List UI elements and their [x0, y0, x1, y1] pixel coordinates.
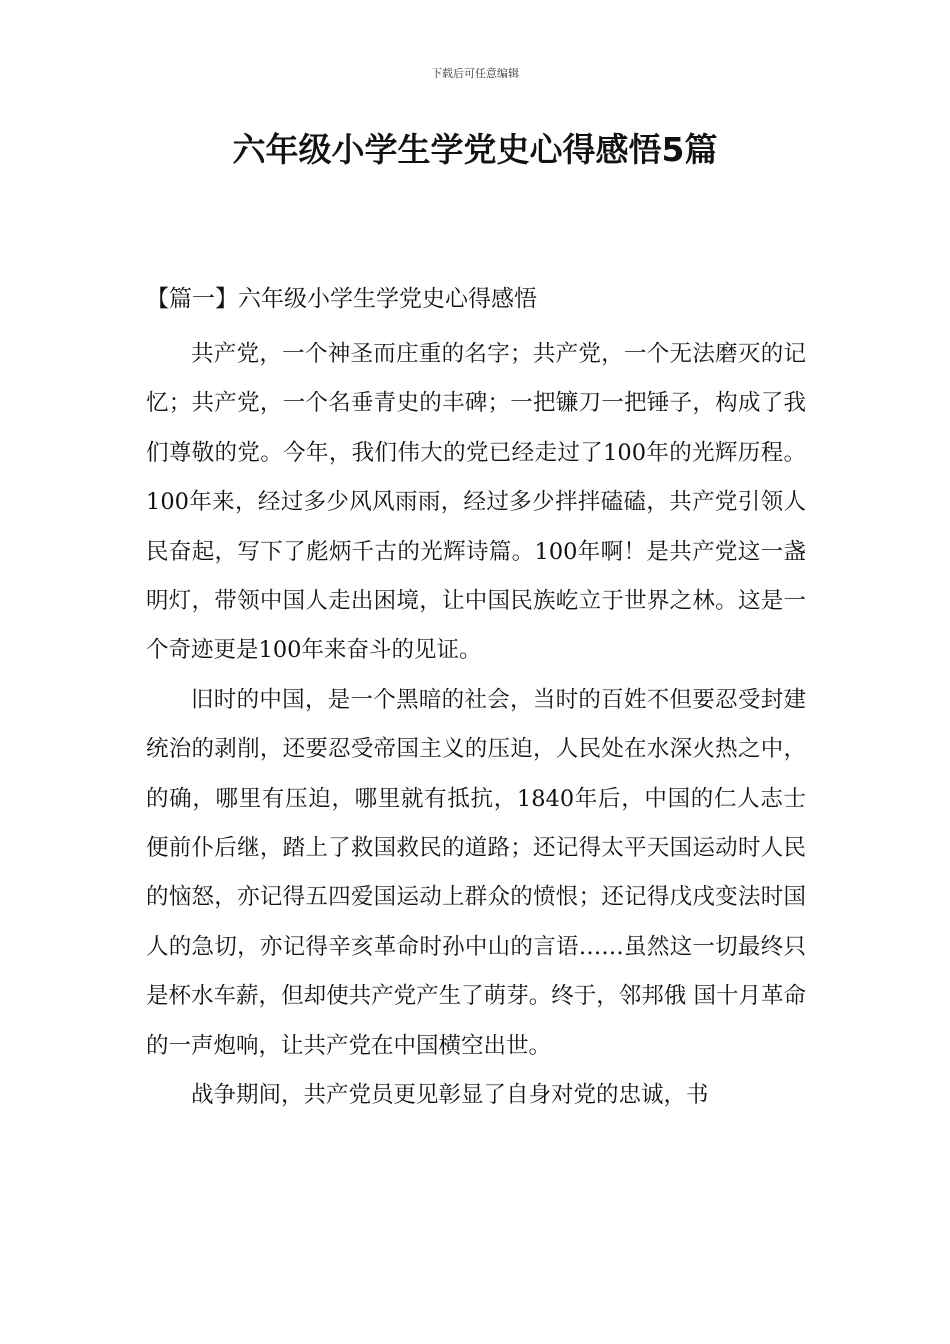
document-title: 六年级小学生学党史心得感悟5篇 [232, 130, 718, 169]
paragraph: 共产党，一个神圣而庄重的名字；共产党，一个无法磨灭的记忆；共产党，一个名垂青史的丰碑；一把镰刀一把锤子，构成了我们尊敬的党。今年，我们伟大的党已经走过了100年的光辉历程。100年来，经过多少风风雨雨，经过多少拌拌磕磕，共产党引领人民奋起，写下了彪炳千古的光辉诗篇。100年啊！是共产党这一盏明灯，带领中国人走出困境，让中国民族屹立于世界之林。这是一个奇迹更是100年来奋斗的见证。 [146, 341, 806, 664]
body-text [146, 330, 806, 1121]
header-note: 下载后可任意编辑 [431, 67, 519, 80]
paragraph: 战争期间，共产党员更见彰显了自身对党的忠诚，书 [191, 1082, 709, 1109]
paragraph: 旧时的中国，是一个黑暗的社会，当时的百姓不但要忍受封建统治的剥削，还要忍受帝国主义的压迫，人民处在水深火热之中，的确，哪里有压迫，哪里就有抵抗，1840年后，中国的仁人志士便前仆后继，踏上了救国救民的道路；还记得太平天国运动时人民的恼怒，亦记得五四爱国运动上群众的愤恨；还记得戊戌变法时国人的急切，亦记得辛亥革命时孙中山的言语……虽然这一切最终只是杯水车薪，但却使共产党产生了萌芽。终于，邻邦俄 国十月革命的一声炮响，让共产党在中国横空出世。 [146, 686, 806, 1059]
section-heading: 【篇一】六年级小学生学党史心得感悟 [146, 286, 537, 312]
